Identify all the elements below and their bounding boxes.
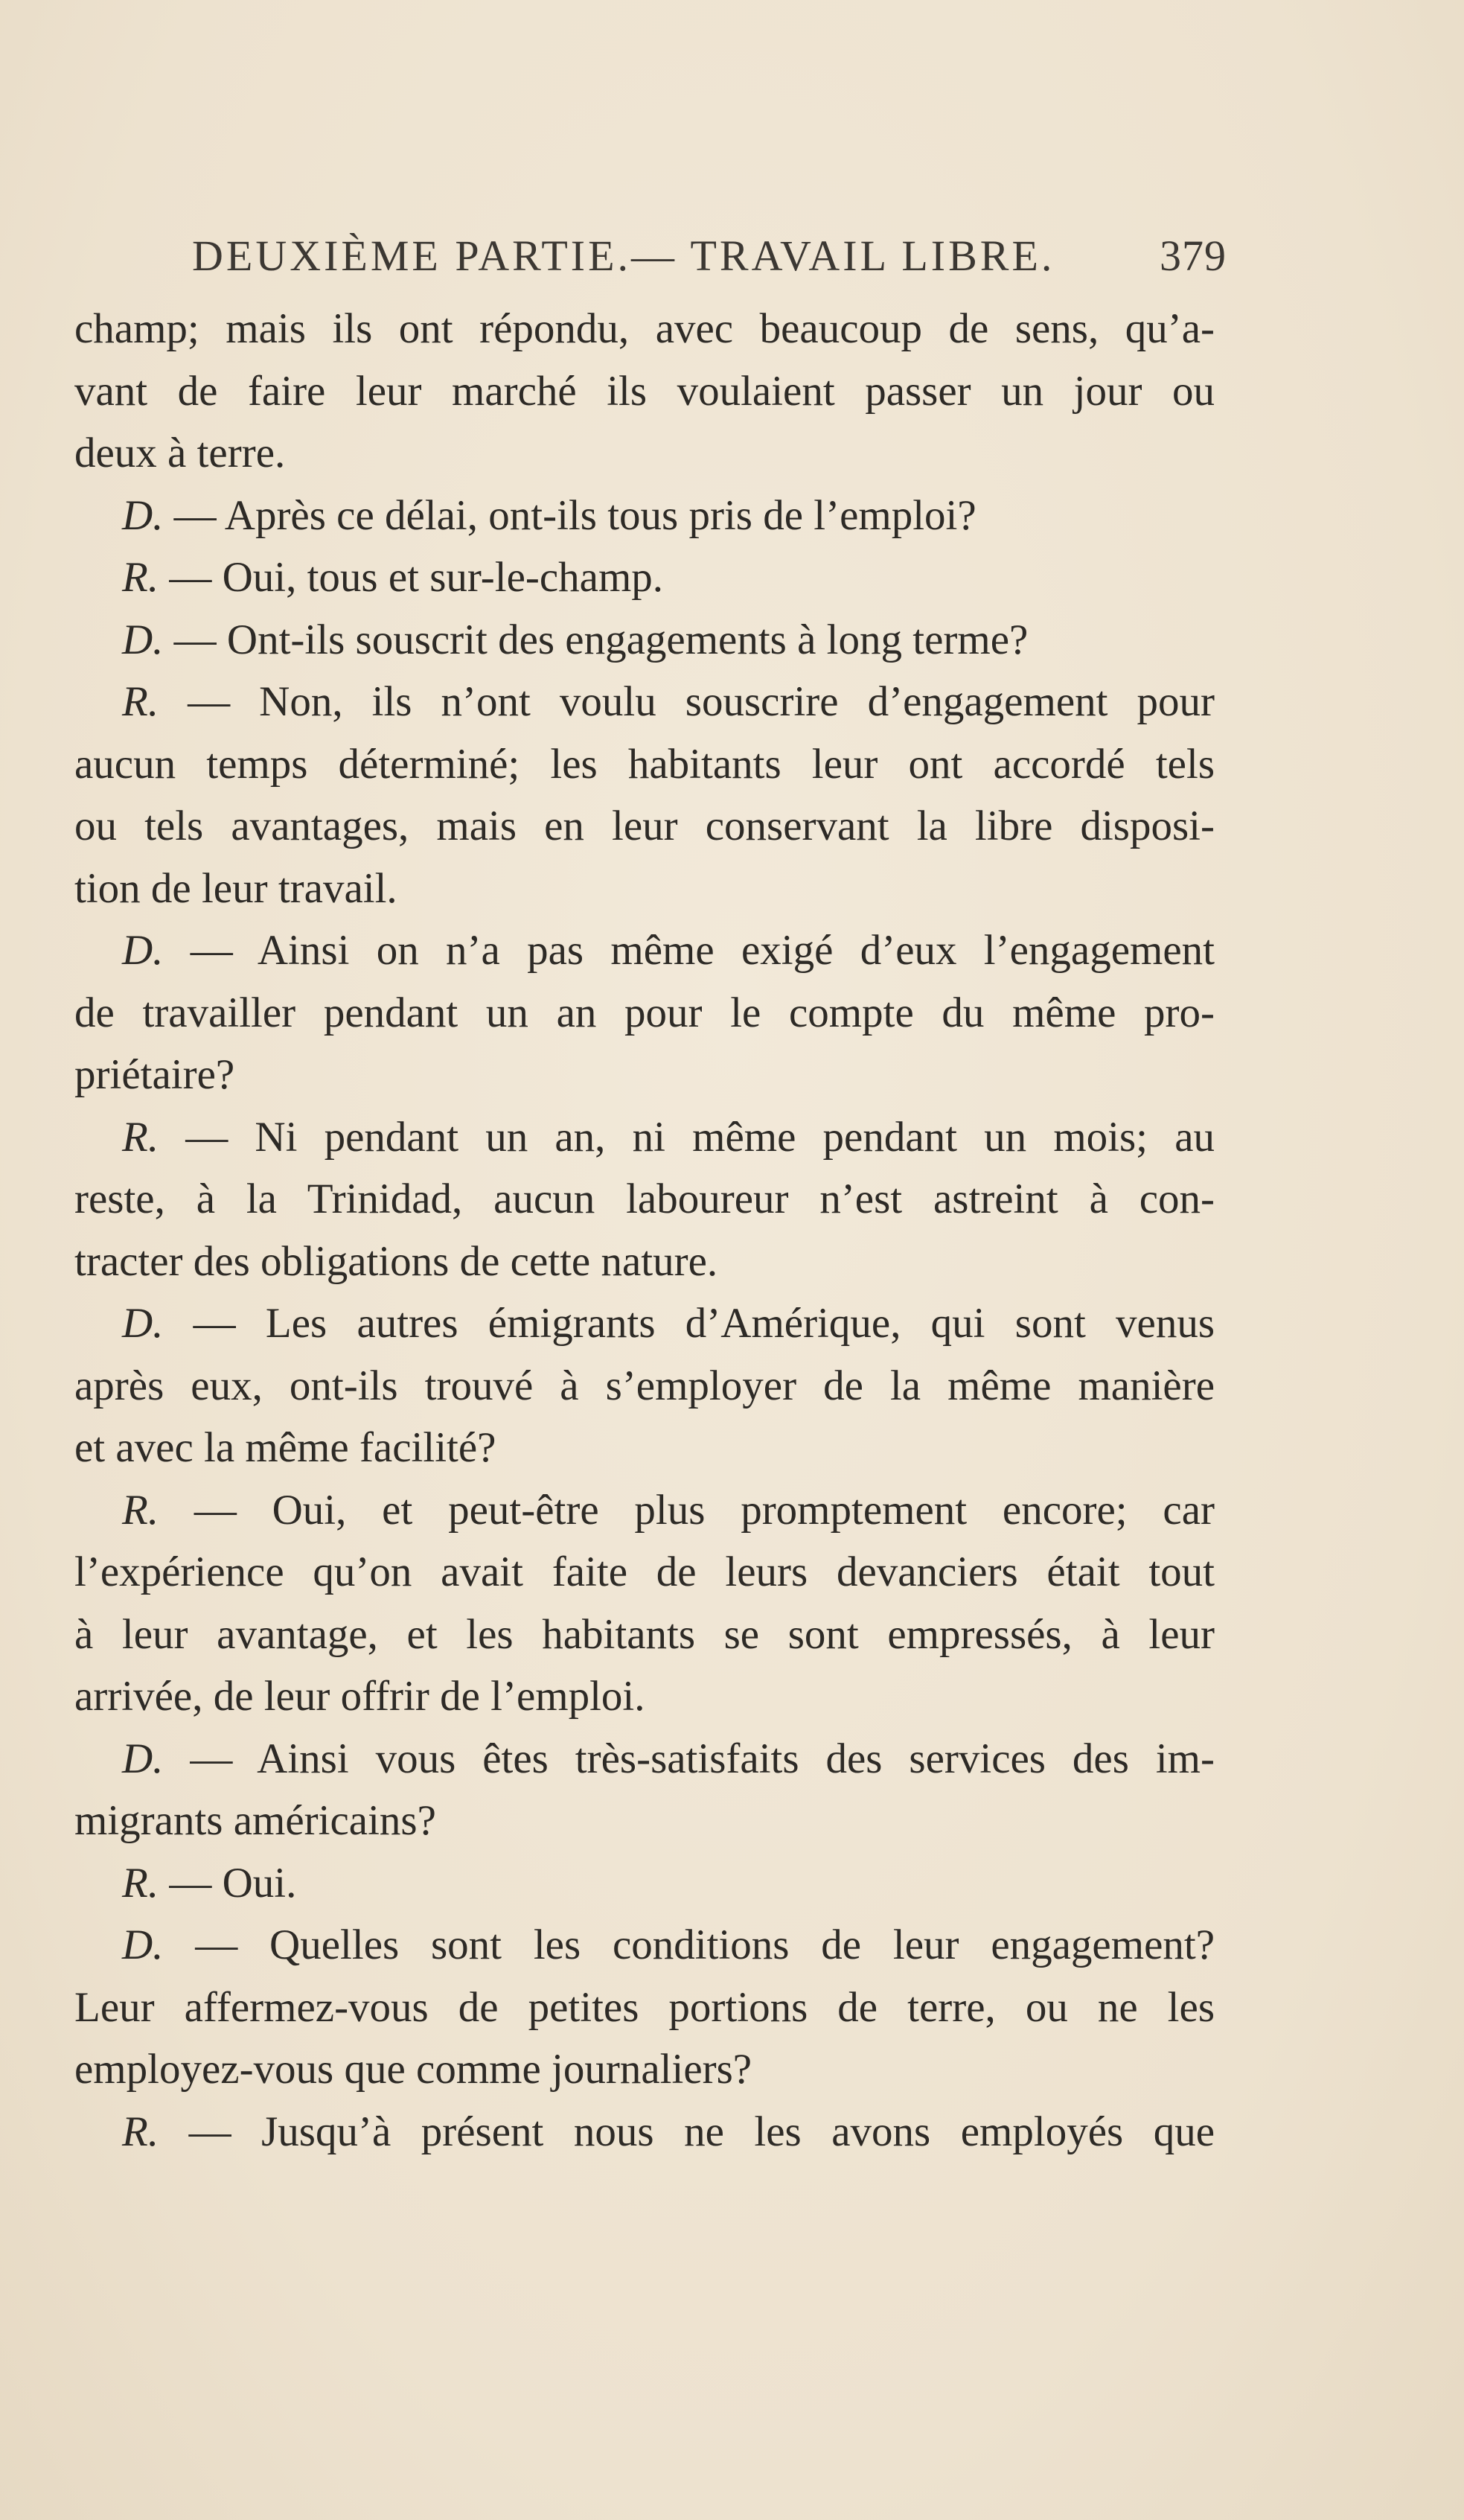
line-text: arrivée, de leur offrir de l’emploi.: [74, 1673, 645, 1720]
line-text: — Ni pendant un an, ni même pendant un mois; au: [159, 1113, 1215, 1161]
line-text: employez-vous que comme journaliers?: [74, 2046, 752, 2093]
text-line: [74, 1417, 1215, 1479]
text-line: [74, 1665, 1215, 1728]
text-line: [74, 1852, 1215, 1915]
line-text: à leur avantage, et les habitants se sont empressés, à leur: [74, 1610, 1215, 1658]
text-line: [74, 1044, 1215, 1106]
text-line: [74, 1168, 1215, 1231]
line-text: deux à terre.: [74, 430, 286, 476]
line-text: migrants américains?: [74, 1797, 436, 1844]
line-text: l’expérience qu’on avait faite de leurs devanciers était tout: [74, 1548, 1215, 1595]
text-line: [74, 1355, 1215, 1417]
line-text: tion de leur travail.: [74, 864, 397, 912]
speaker-mark: D.: [122, 1300, 164, 1347]
text-line: [74, 1479, 1215, 1542]
line-text: et avec la même facilité?: [74, 1424, 496, 1471]
text-line: [74, 1977, 1215, 2039]
line-text: ou tels avantages, mais en leur conservant la libre disposi-: [74, 803, 1215, 849]
line-text: — Oui, et peut-être plus promptement encore; car: [159, 1486, 1215, 1534]
line-text: — Quelles sont les conditions de leur engagement?: [163, 1921, 1215, 1968]
text-line: [74, 546, 1215, 609]
line-text: — Après ce délai, ont-ils tous pris de l’emploi?: [163, 491, 976, 539]
text-line: [74, 360, 1215, 423]
page-number: 379: [1160, 232, 1227, 280]
line-text: — Non, ils n’ont voulu souscrire d’engagement pour: [159, 678, 1215, 725]
text-line: [74, 2038, 1215, 2101]
text-line: [74, 671, 1215, 733]
text-line: [74, 982, 1215, 1044]
text-line: [74, 858, 1215, 920]
text-line: [74, 609, 1215, 672]
speaker-mark: R.: [122, 1859, 159, 1907]
line-text: de travailler pendant un an pour le compte du même pro-: [74, 989, 1215, 1036]
line-text: aucun temps déterminé; les habitants leur ont accordé tels: [74, 740, 1215, 788]
text-line: [74, 298, 1215, 360]
speaker-mark: R.: [122, 554, 159, 601]
line-text: après eux, ont-ils trouvé à s’employer de la même manière: [74, 1362, 1215, 1409]
speaker-mark: D.: [122, 616, 164, 663]
text-line: [74, 485, 1215, 547]
running-title: DEUXIÈME PARTIE.— TRAVAIL LIBRE.: [192, 232, 1055, 280]
body-text: [74, 298, 1215, 2163]
text-line: [74, 795, 1215, 858]
line-text: — Jusqu’à présent nous ne les avons employés que: [159, 2108, 1215, 2155]
speaker-mark: R.: [122, 2108, 159, 2155]
text-line: [74, 2101, 1215, 2163]
speaker-mark: D.: [122, 1921, 164, 1968]
line-text: vant de faire leur marché ils voulaient passer un jour ou: [74, 367, 1215, 415]
line-text: — Ainsi on n’a pas même exigé d’eux l’engagement: [163, 927, 1215, 974]
text-line: [74, 733, 1215, 796]
text-line: [74, 1604, 1215, 1666]
line-text: — Ont-ils souscrit des engagements à long terme?: [163, 616, 1029, 663]
speaker-mark: R.: [122, 1486, 159, 1534]
text-line: [74, 1106, 1215, 1169]
text-line: [74, 422, 1215, 485]
line-text: — Ainsi vous êtes très-satisfaits des services des im-: [163, 1735, 1215, 1782]
line-text: — Les autres émigrants d’Amérique, qui sont venus: [163, 1300, 1215, 1347]
line-text: priétaire?: [74, 1051, 235, 1098]
text-line: [74, 1231, 1215, 1293]
speaker-mark: D.: [122, 491, 164, 539]
line-text: Leur affermez-vous de petites portions de terre, ou ne les: [74, 1983, 1215, 2031]
text-line: [74, 1292, 1215, 1355]
line-text: — Oui.: [159, 1859, 297, 1907]
text-line: [74, 919, 1215, 982]
text-line: [74, 1790, 1215, 1852]
text-line: [74, 1541, 1215, 1604]
text-line: [74, 1728, 1215, 1790]
speaker-mark: D.: [122, 927, 164, 974]
line-text: tracter des obligations de cette nature.: [74, 1237, 718, 1285]
speaker-mark: R.: [122, 678, 159, 725]
line-text: champ; mais ils ont répondu, avec beaucoup de sens, qu’a-: [74, 305, 1215, 352]
line-text: — Oui, tous et sur-le-champ.: [159, 554, 664, 601]
text-line: [74, 1914, 1215, 1977]
speaker-mark: D.: [122, 1735, 164, 1782]
line-text: reste, à la Trinidad, aucun laboureur n’est astreint à con-: [74, 1176, 1215, 1222]
speaker-mark: R.: [122, 1113, 159, 1161]
